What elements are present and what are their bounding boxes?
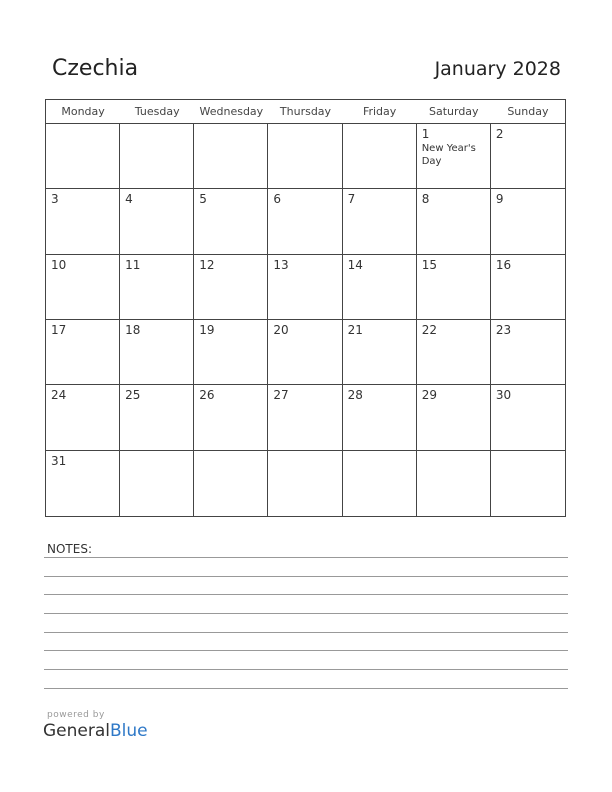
day-cell-saturday[interactable]: [417, 451, 491, 516]
day-cell-sunday[interactable]: [491, 124, 565, 189]
day-number: 11: [125, 257, 141, 272]
day-number: 31: [51, 453, 67, 468]
day-number: 27: [273, 388, 289, 403]
day-number: 5: [199, 192, 207, 207]
generalblue-logo[interactable]: [43, 721, 148, 741]
day-number: 23: [495, 323, 512, 337]
day-cell-tuesday[interactable]: [120, 124, 194, 189]
day-number: 17: [51, 323, 67, 337]
day-cell-wednesday[interactable]: [194, 255, 268, 320]
note-line: [44, 557, 568, 558]
weekday-header-wednesday: Wednesday: [194, 100, 268, 124]
day-cell-saturday[interactable]: [417, 320, 491, 385]
country-title: Czechia: [52, 56, 139, 81]
day-cell-friday[interactable]: [343, 255, 417, 320]
day-cell-thursday[interactable]: [268, 124, 342, 189]
day-cell-monday[interactable]: [46, 124, 120, 189]
weekday-header-friday: Friday: [343, 100, 417, 124]
day-cell-tuesday[interactable]: [120, 320, 194, 385]
weekday-header-thursday: Thursday: [268, 100, 342, 124]
day-cell-wednesday[interactable]: [194, 189, 268, 254]
day-cell-sunday[interactable]: [491, 451, 565, 516]
day-number: 10: [51, 257, 67, 272]
day-number: 22: [421, 323, 437, 337]
day-number: 9: [495, 192, 504, 207]
day-number: 4: [125, 192, 133, 207]
day-cell-saturday[interactable]: [417, 124, 491, 189]
note-line: [44, 576, 568, 577]
day-cell-monday[interactable]: [46, 189, 120, 254]
day-number: 21: [347, 323, 363, 337]
day-cell-thursday[interactable]: [268, 255, 342, 320]
day-number: 28: [347, 388, 363, 403]
day-number: 6: [273, 192, 282, 207]
day-number: 15: [421, 257, 437, 272]
day-cell-monday[interactable]: [46, 320, 120, 385]
day-number: 12: [199, 257, 215, 272]
day-cell-monday[interactable]: [46, 451, 120, 516]
day-number: 24: [51, 388, 67, 403]
brand-general-text: General: [43, 721, 110, 741]
day-cell-monday[interactable]: [46, 255, 120, 320]
day-number: 8: [421, 192, 430, 207]
day-cell-sunday[interactable]: [491, 255, 565, 320]
month-year-title: January 2028: [434, 58, 561, 80]
day-cell-thursday[interactable]: [268, 451, 342, 516]
day-cell-thursday[interactable]: [268, 189, 342, 254]
day-cell-tuesday[interactable]: [120, 451, 194, 516]
day-cell-saturday[interactable]: [417, 385, 491, 450]
day-cell-sunday[interactable]: [491, 385, 565, 450]
note-line: [44, 594, 568, 595]
day-number: 20: [273, 323, 289, 337]
holiday-label: New Year's Day: [421, 143, 476, 167]
day-number: 16: [495, 257, 512, 272]
day-cell-saturday[interactable]: [417, 255, 491, 320]
day-number: 25: [125, 388, 141, 403]
day-number: 7: [347, 192, 356, 207]
day-cell-friday[interactable]: [343, 451, 417, 516]
day-number: 1: [421, 127, 430, 141]
day-cell-wednesday[interactable]: [194, 451, 268, 516]
day-cell-tuesday[interactable]: [120, 385, 194, 450]
day-cell-wednesday[interactable]: [194, 124, 268, 189]
day-cell-friday[interactable]: [343, 320, 417, 385]
day-cell-sunday[interactable]: [491, 320, 565, 385]
note-line: [44, 650, 568, 651]
calendar-grid: [45, 99, 566, 517]
weekday-header-monday: Monday: [46, 100, 120, 124]
day-cell-thursday[interactable]: [268, 320, 342, 385]
day-number: 2: [495, 127, 504, 141]
day-number: 14: [347, 257, 363, 272]
day-number: 18: [125, 323, 141, 337]
day-number: 3: [51, 192, 59, 207]
day-cell-friday[interactable]: [343, 189, 417, 254]
brand-blue-text: Blue: [110, 721, 148, 741]
day-cell-sunday[interactable]: [491, 189, 565, 254]
day-cell-friday[interactable]: [343, 124, 417, 189]
note-line: [44, 688, 568, 689]
weekday-header-tuesday: Tuesday: [120, 100, 194, 124]
day-cell-friday[interactable]: [343, 385, 417, 450]
notes-label: NOTES:: [47, 542, 92, 556]
day-number: 29: [421, 388, 437, 403]
day-cell-tuesday[interactable]: [120, 255, 194, 320]
day-cell-tuesday[interactable]: [120, 189, 194, 254]
weekday-header-sunday: Sunday: [491, 100, 565, 124]
day-cell-wednesday[interactable]: [194, 385, 268, 450]
day-cell-thursday[interactable]: [268, 385, 342, 450]
day-number: 13: [273, 257, 289, 272]
day-number: 26: [199, 388, 215, 403]
note-line: [44, 613, 568, 614]
weekday-header-saturday: Saturday: [417, 100, 491, 124]
day-cell-monday[interactable]: [46, 385, 120, 450]
day-number: 30: [495, 388, 512, 403]
note-line: [44, 632, 568, 633]
powered-by-text: powered by: [47, 710, 105, 720]
day-cell-saturday[interactable]: [417, 189, 491, 254]
day-cell-wednesday[interactable]: [194, 320, 268, 385]
note-line: [44, 669, 568, 670]
day-number: 19: [199, 323, 215, 337]
